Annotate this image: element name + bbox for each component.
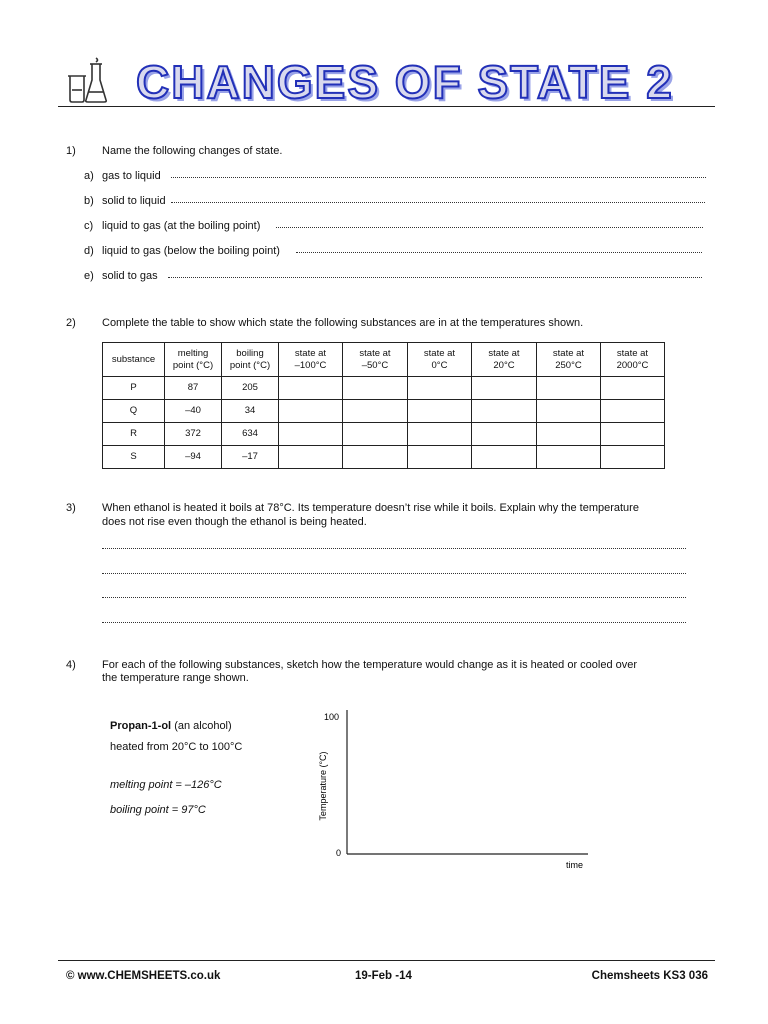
footer-website: © www.CHEMSHEETS.co.uk [66, 970, 221, 982]
q1b-letter: b) [84, 195, 94, 207]
answer-cell[interactable] [343, 400, 408, 423]
answer-cell[interactable] [408, 377, 472, 400]
table-row [103, 446, 665, 469]
x-axis-label: time [566, 860, 584, 870]
q3-answer-line-1[interactable] [102, 548, 686, 549]
cell-substance: P [103, 377, 165, 400]
q1e-letter: e) [84, 270, 94, 282]
substance-name: Propan-1-ol [110, 720, 172, 732]
answer-cell[interactable] [537, 446, 601, 469]
q1a-text: gas to liquid [102, 170, 161, 182]
q1a-letter: a) [84, 170, 94, 182]
answer-cell[interactable] [472, 377, 537, 400]
header-state-20: state at 20°C [472, 343, 537, 377]
answer-cell[interactable] [343, 377, 408, 400]
table-row [103, 377, 665, 400]
substance-heading [110, 720, 232, 733]
q3-number: 3) [66, 502, 76, 514]
q3-answer-line-4[interactable] [102, 622, 686, 623]
cell-melting: –94 [165, 446, 222, 469]
header-state-2000: state at 2000°C [601, 343, 665, 377]
q1d-text: liquid to gas (below the boiling point) [102, 245, 280, 257]
q1a-answer-line[interactable] [171, 177, 706, 178]
answer-cell[interactable] [537, 400, 601, 423]
answer-cell[interactable] [601, 423, 665, 446]
table-row [103, 423, 665, 446]
footer-reference: Chemsheets KS3 036 [591, 970, 708, 982]
header-substance: substance [103, 343, 165, 377]
cell-boiling: 34 [222, 400, 279, 423]
q3-line1: When ethanol is heated it boils at 78°C. Its temperature doesn’t rise while it boils. Explain why the temperature [102, 502, 639, 514]
answer-cell[interactable] [279, 446, 343, 469]
q1d-answer-line[interactable] [296, 252, 702, 253]
cell-boiling: –17 [222, 446, 279, 469]
q1e-answer-line[interactable] [168, 277, 702, 278]
header-divider [58, 106, 715, 107]
heating-range: heated from 20°C to 100°C [110, 741, 243, 753]
footer-date: 19-Feb -14 [355, 970, 412, 982]
cell-melting: 372 [165, 423, 222, 446]
cell-boiling: 634 [222, 423, 279, 446]
y-axis-label: Temperature (°C) [318, 751, 328, 821]
page-title: CHANGES OF STATE 2 [136, 56, 674, 108]
q1b-text: solid to liquid [102, 195, 166, 207]
q3-line2: does not rise even though the ethanol is being heated. [102, 516, 367, 528]
cell-melting: –40 [165, 400, 222, 423]
y-max-label: 100 [324, 712, 340, 722]
header-state-minus50: state at –50°C [343, 343, 408, 377]
answer-cell[interactable] [601, 400, 665, 423]
answer-cell[interactable] [601, 446, 665, 469]
answer-cell[interactable] [601, 377, 665, 400]
header-melting-point: melting point (°C) [165, 343, 222, 377]
answer-cell[interactable] [537, 377, 601, 400]
answer-cell[interactable] [472, 400, 537, 423]
states-table [102, 342, 665, 469]
header-state-0: state at 0°C [408, 343, 472, 377]
answer-cell[interactable] [279, 423, 343, 446]
cell-substance: Q [103, 400, 165, 423]
q3-answer-line-2[interactable] [102, 573, 686, 574]
q4-line1: For each of the following substances, sketch how the temperature would change as it is heated or cooled over [102, 659, 638, 671]
temperature-graph[interactable] [300, 706, 600, 886]
q1e-text: solid to gas [102, 270, 158, 282]
footer-divider [58, 960, 715, 961]
q2-number: 2) [66, 317, 76, 329]
answer-cell[interactable] [537, 423, 601, 446]
y-min-label: 0 [336, 848, 342, 858]
answer-cell[interactable] [279, 400, 343, 423]
q1c-letter: c) [84, 220, 94, 232]
q1d-letter: d) [84, 245, 94, 257]
header-state-250: state at 250°C [537, 343, 601, 377]
cell-boiling: 205 [222, 377, 279, 400]
q4-number: 4) [66, 659, 76, 671]
answer-cell[interactable] [408, 423, 472, 446]
q1b-answer-line[interactable] [171, 202, 705, 203]
answer-cell[interactable] [408, 446, 472, 469]
lab-glassware-icon [66, 56, 112, 104]
answer-cell[interactable] [472, 446, 537, 469]
answer-cell[interactable] [343, 423, 408, 446]
header-state-minus100: state at –100°C [279, 343, 343, 377]
substance-note: (an alcohol) [174, 720, 232, 732]
cell-substance: R [103, 423, 165, 446]
q1c-answer-line[interactable] [276, 227, 703, 228]
table-header-row [103, 343, 665, 377]
q2-prompt: Complete the table to show which state the following substances are in at the temperatures shown. [102, 317, 584, 329]
table-row [103, 400, 665, 423]
cell-melting: 87 [165, 377, 222, 400]
cell-substance: S [103, 446, 165, 469]
header-boiling-point: boiling point (°C) [222, 343, 279, 377]
answer-cell[interactable] [343, 446, 408, 469]
q3-answer-line-3[interactable] [102, 597, 686, 598]
q1c-text: liquid to gas (at the boiling point) [102, 220, 261, 232]
boiling-point-info: boiling point = 97°C [110, 804, 206, 816]
answer-cell[interactable] [279, 377, 343, 400]
answer-cell[interactable] [472, 423, 537, 446]
q4-line2: the temperature range shown. [102, 672, 249, 684]
melting-point-info: melting point = –126°C [110, 779, 222, 791]
q1-prompt: Name the following changes of state. [102, 145, 283, 157]
q1-number: 1) [66, 145, 76, 157]
answer-cell[interactable] [408, 400, 472, 423]
